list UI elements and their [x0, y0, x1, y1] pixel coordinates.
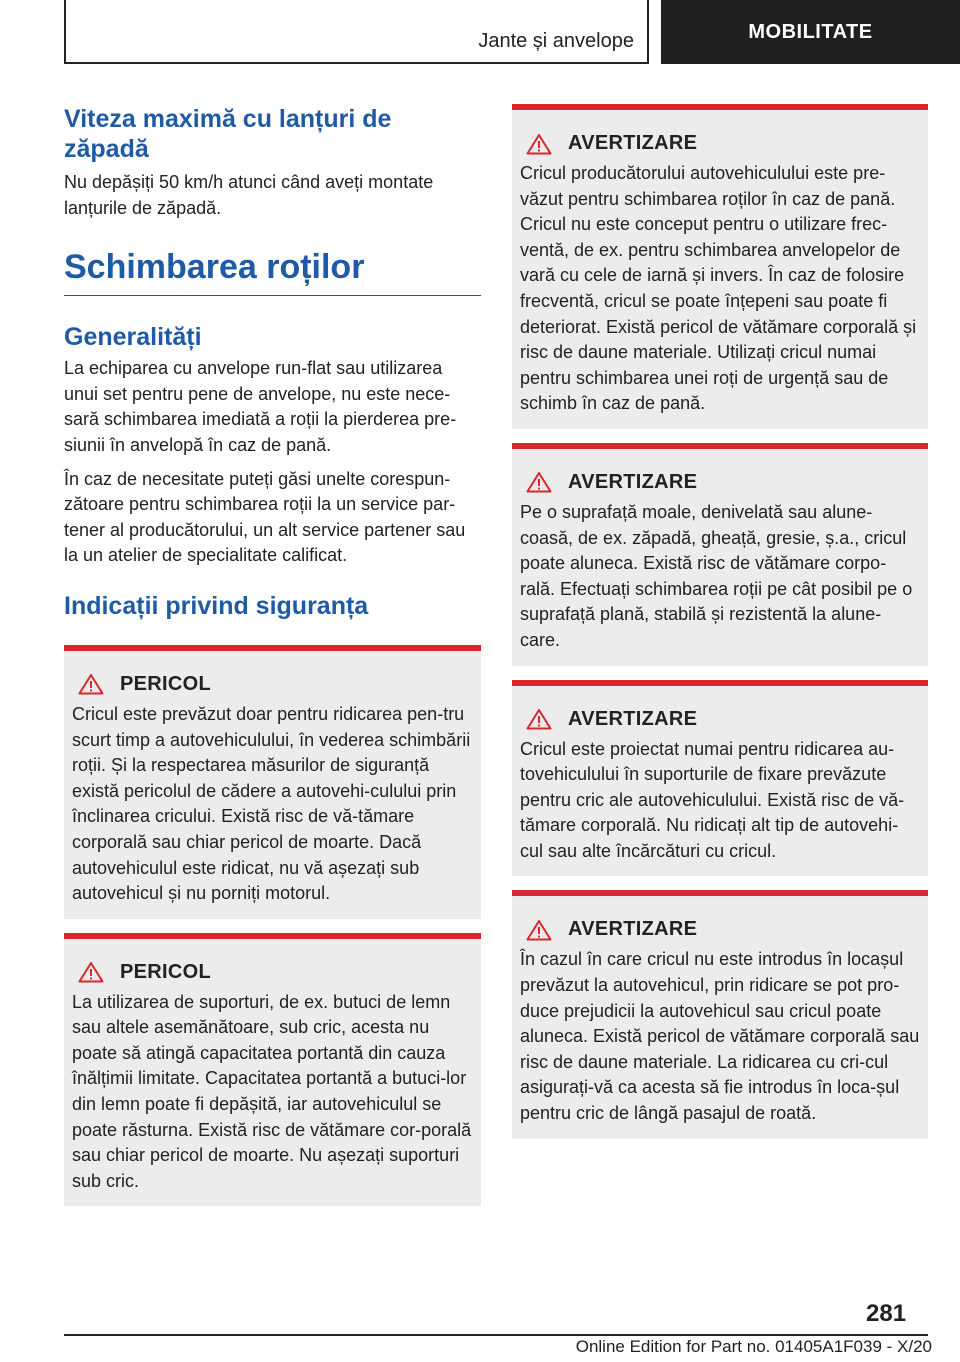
- general-paragraph-2: În caz de necesitate puteți găsi unelte corespun-zătoare pentru schimbarea roții la un service par-tener al producătorului, un alt service partener sau la un atelier de specialitate calificat.: [64, 468, 466, 566]
- danger-title: PERICOL: [120, 672, 211, 695]
- snow-chains-heading: Viteza maximă cu lanțuri de zăpadă: [64, 105, 392, 163]
- danger-text: Cricul este prevăzut doar pentru ridicarea pen-tru scurt timp a autovehiculului, în vederea schimbării roții. Și la respectarea măsurilor de siguranță există pericolul de cădere a autovehi-culului prin înclinarea cricului. Există risc de vă-tămare corporală sau chiar pericol de moarte. Dacă autovehiculul este ridicat, nu vă așezați sub autovehicul și nu porniți motorul.: [72, 703, 471, 904]
- warning-box: [512, 680, 928, 877]
- warning-triangle-icon: [78, 673, 104, 695]
- warning-title-row: [520, 132, 920, 155]
- warning-title: AVERTIZARE: [568, 707, 698, 730]
- warning-text: Cricul producătorului autovehiculului este pre-văzut pentru schimbarea roților în caz de pană. Cricul nu este conceput pentru o utilizare frec-ventă, de ex. pentru schimbarea anvelopelor de vară cu cele de iarnă și invers. În caz de folosire frecventă, cricul se poate înțepeni sau poate fi deteriorat. Există pericol de vătămare corporală și risc de daune materiale. Utilizați cricul numai pentru schimbarea unei roți de urgență sau de schimb în caz de pană.: [520, 163, 917, 414]
- right-column: [512, 104, 928, 1139]
- danger-title-row: [72, 673, 473, 696]
- page-number: 281: [866, 1300, 907, 1327]
- footer-edition: Online Edition for Part no. 01405A1F039 - X/20: [575, 1337, 932, 1356]
- warning-box: [512, 890, 928, 1138]
- warning-text: Cricul este proiectat numai pentru ridicarea au-tovehiculului în suporturile de fixare prevăzute pentru cric ale autovehiculului. Există risc de vă-tămare corporală. Nu ridicați alt tip de autovehi-cul sau alte încărcături cu cricul.: [520, 738, 905, 861]
- warning-title: AVERTIZARE: [568, 132, 698, 154]
- left-column: [64, 104, 481, 1206]
- general-heading: Generalități: [64, 323, 202, 352]
- warning-title: AVERTIZARE: [568, 470, 698, 493]
- warning-title-row: [520, 471, 920, 494]
- general-paragraph-1: La echiparea cu anvelope run-flat sau utilizarea unui set pentru pene de anvelope, nu este nece-sară schimbarea imediată a roții la pierderea pre-siunii în anvelopă în caz de pană.: [64, 358, 457, 455]
- danger-text: La utilizarea de suporturi, de ex. butuci de lemn sau altele asemănătoare, sub cric, acesta nu poate să atingă capacitatea portantă din cauza înălțimii limitate. Capacitatea portantă a butuci-lor din lemn poate fi depășită, iar autovehiculul se poate răsturna. Există risc de vătămare cor-porală sau chiar pericol de moarte. Nu așezați suporturi sub cric.: [72, 991, 472, 1191]
- warning-triangle-icon: [78, 961, 104, 983]
- warning-triangle-icon: [526, 919, 552, 941]
- warning-title-row: [520, 918, 920, 941]
- danger-title: PERICOL: [120, 960, 211, 983]
- warning-box: [512, 104, 928, 429]
- section-title: Schimbarea roților: [64, 247, 481, 296]
- danger-box: [64, 933, 481, 1207]
- safety-heading: Indicații privind siguranța: [64, 591, 369, 620]
- warning-triangle-icon: [526, 133, 552, 155]
- danger-box: [64, 645, 481, 919]
- footer-divider: [64, 1334, 928, 1336]
- warning-title-row: [520, 708, 920, 731]
- warning-title: AVERTIZARE: [568, 918, 698, 941]
- warning-triangle-icon: [526, 708, 552, 730]
- warning-text: Pe o suprafață moale, denivelată sau alune-coasă, de ex. zăpadă, gheață, gresie, ș.a., cricul poate aluneca. Există risc de vătămare corpo-rală. Efectuați schimbarea roții pe cât posibil pe o suprafață plană, stabilă și rezistentă la alune-care.: [520, 501, 913, 650]
- warning-box: [512, 443, 928, 666]
- warning-triangle-icon: [526, 471, 552, 493]
- warning-text: În cazul în care cricul nu este introdus în locașul prevăzut la autovehicul, prin ridicare se pot pro-duce prejudicii la autovehicul sau cricul poate aluneca. Există pericol de vătămare corporală sau risc de daune materiale. La ridicarea cu cri-cul asigurați-vă ca acesta să fie introdus în loca-șul pentru cric de lângă pasajul de roată.: [520, 949, 920, 1124]
- snow-chains-text: Nu depășiți 50 km/h atunci când aveți montate lanțurile de zăpadă.: [64, 172, 434, 218]
- header-chapter-tab: MOBILITATE: [661, 0, 960, 64]
- header-section-title: Jante și anvelope: [478, 30, 634, 52]
- danger-title-row: [72, 961, 473, 984]
